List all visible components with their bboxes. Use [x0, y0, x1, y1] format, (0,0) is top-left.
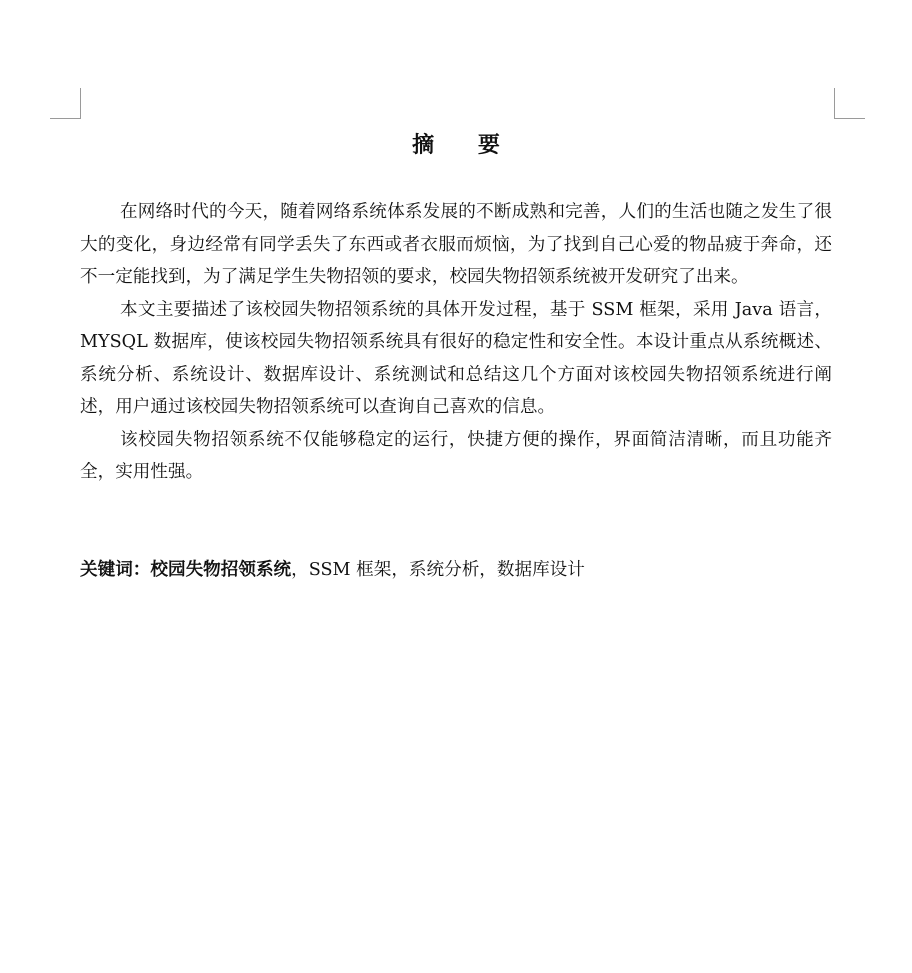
keywords-rest: ，SSM 框架，系统分析，数据库设计 — [291, 560, 585, 580]
abstract-body — [80, 196, 832, 489]
keywords-label: 关键词： — [80, 560, 151, 580]
abstract-paragraph-3: 该校园失物招领系统不仅能够稳定的运行，快捷方便的操作，界面简洁清晰，而且功能齐全，实用性强。 — [80, 429, 832, 482]
page-corner-mark-top-left — [50, 88, 81, 119]
abstract-paragraph-1: 在网络时代的今天，随着网络系统体系发展的不断成熟和完善，人们的生活也随之发生了很大的变化，身边经常有同学丢失了东西或者衣服而烦恼，为了找到自己心爱的物品疲于奔命，还不一定能找到，为了满足学生失物招领的要求，校园失物招领系统被开发研究了出来。 — [80, 202, 832, 287]
abstract-paragraph-2: 本文主要描述了该校园失物招领系统的具体开发过程，基于 SSM 框架，采用 Java 语言，MYSQL 数据库，使该校园失物招领系统具有很好的稳定性和安全性。本设计重点从系统概述、系统分析、系统设计、数据库设计、系统测试和总结这几个方面对该校园失物招领系统进行阐述，用户通过该校园失物招领系统可以查询自己喜欢的信息。 — [80, 299, 832, 417]
abstract-title: 摘 要 — [412, 133, 518, 158]
keyword-primary: 校园失物招领系统 — [150, 560, 292, 580]
keywords-line — [80, 555, 832, 585]
page-corner-mark-top-right — [834, 88, 865, 119]
